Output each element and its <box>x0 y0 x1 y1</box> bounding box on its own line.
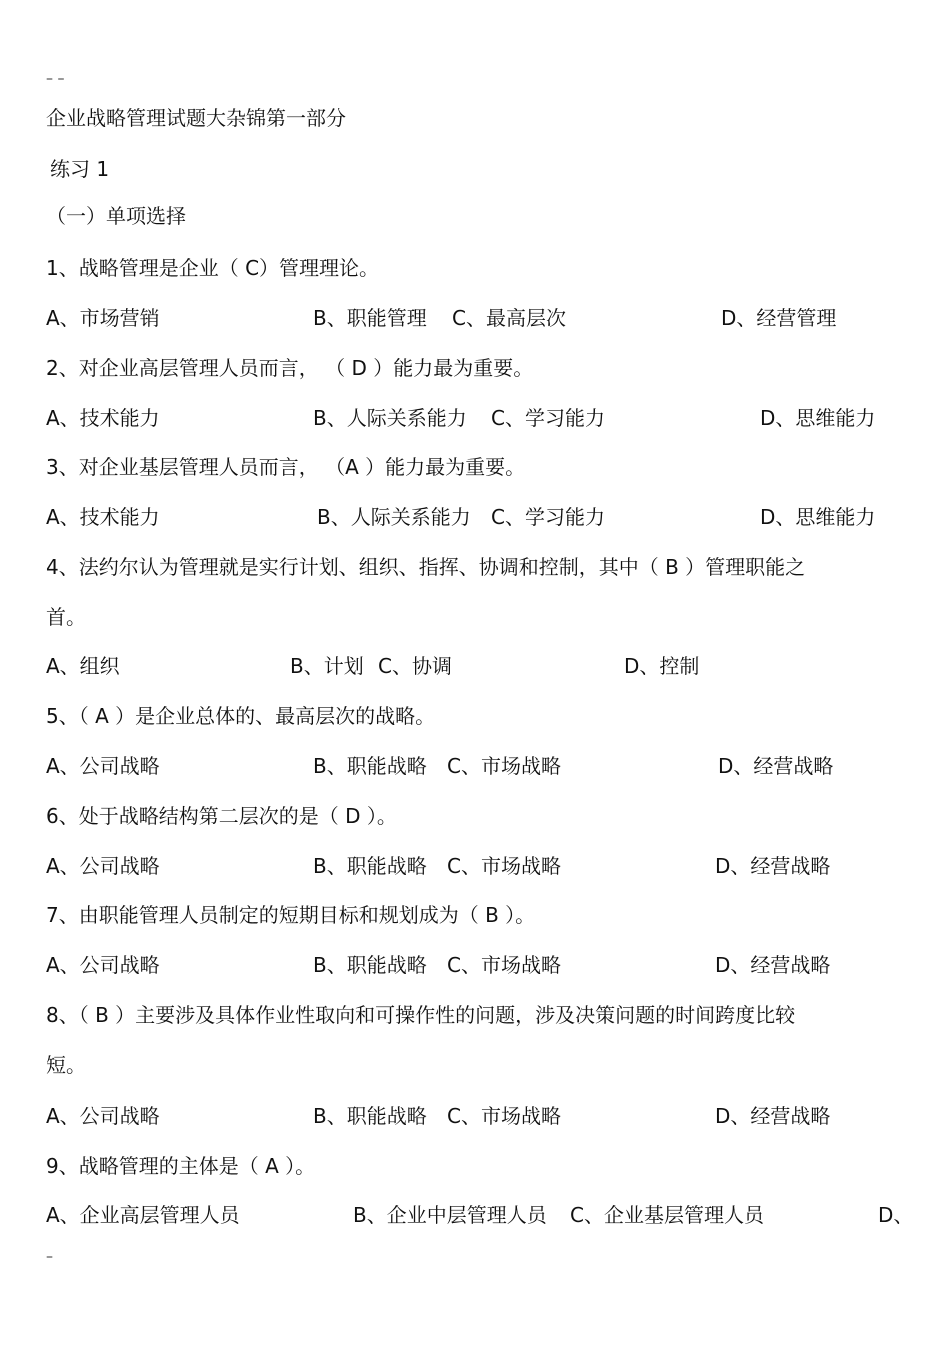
question-stem: 2、对企业高层管理人员而言， （ D ）能力最为重要。 <box>46 356 534 380</box>
question-stem: 4、法约尔认为管理就是实行计划、组织、指挥、协调和控制，其中（ B ）管理职能之 <box>46 555 806 579</box>
question-stem: 5、（ A ）是企业总体的、最高层次的战略。 <box>46 704 436 728</box>
option-d: D、思维能力 <box>760 505 876 529</box>
option-b: B、企业中层管理人员 <box>353 1203 547 1227</box>
option-c: C、企业基层管理人员 <box>570 1203 764 1227</box>
option-d: D、经营战略 <box>715 953 831 977</box>
option-d: D、经营战略 <box>718 754 834 778</box>
question-stem: 3、对企业基层管理人员而言， （A ）能力最为重要。 <box>46 455 526 479</box>
option-d: D、思维能力 <box>760 406 876 430</box>
option-b: B、人际关系能力 <box>313 406 467 430</box>
question-stem: 8、（ B ）主要涉及具体作业性取向和可操作性的问题，涉及决策问题的时间跨度比较 <box>46 1003 796 1027</box>
option-c: C、学习能力 <box>491 505 605 529</box>
option-a: A、市场营销 <box>46 306 160 330</box>
section-heading: （一）单项选择 <box>46 204 186 228</box>
option-a: A、技术能力 <box>46 505 160 529</box>
option-c: C、协调 <box>378 654 452 678</box>
question-stem-continued: 短。 <box>46 1053 86 1077</box>
option-c: C、市场战略 <box>447 854 561 878</box>
option-a: A、公司战略 <box>46 1104 160 1128</box>
option-a: A、组织 <box>46 654 120 678</box>
option-b: B、人际关系能力 <box>317 505 471 529</box>
exercise-heading: 练习 1 <box>50 157 110 181</box>
option-c: C、最高层次 <box>452 306 566 330</box>
option-d: D、 <box>878 1203 914 1227</box>
option-d: D、经营管理 <box>721 306 837 330</box>
option-b: B、计划 <box>290 654 364 678</box>
question-stem: 7、由职能管理人员制定的短期目标和规划成为（ B ）。 <box>46 903 536 927</box>
question-stem: 6、处于战略结构第二层次的是（ D ）。 <box>46 804 397 828</box>
option-b: B、职能战略 <box>313 854 427 878</box>
question-stem: 1、战略管理是企业（ C）管理理论。 <box>46 256 380 280</box>
footer-mark: – <box>46 1249 53 1265</box>
document-title: 企业战略管理试题大杂锦第一部分 <box>46 106 346 130</box>
question-stem: 9、战略管理的主体是（ A ）。 <box>46 1154 316 1178</box>
option-d: D、经营战略 <box>715 854 831 878</box>
option-a: A、公司战略 <box>46 854 160 878</box>
option-c: C、市场战略 <box>447 953 561 977</box>
option-c: C、市场战略 <box>447 1104 561 1128</box>
header-mark: – – <box>46 71 65 87</box>
option-b: B、职能管理 <box>313 306 427 330</box>
question-stem-continued: 首。 <box>46 605 86 629</box>
option-b: B、职能战略 <box>313 754 427 778</box>
option-a: A、企业高层管理人员 <box>46 1203 240 1227</box>
option-d: D、经营战略 <box>715 1104 831 1128</box>
option-a: A、公司战略 <box>46 953 160 977</box>
option-a: A、公司战略 <box>46 754 160 778</box>
option-b: B、职能战略 <box>313 1104 427 1128</box>
option-b: B、职能战略 <box>313 953 427 977</box>
option-a: A、技术能力 <box>46 406 160 430</box>
option-d: D、控制 <box>624 654 700 678</box>
option-c: C、学习能力 <box>491 406 605 430</box>
option-c: C、市场战略 <box>447 754 561 778</box>
